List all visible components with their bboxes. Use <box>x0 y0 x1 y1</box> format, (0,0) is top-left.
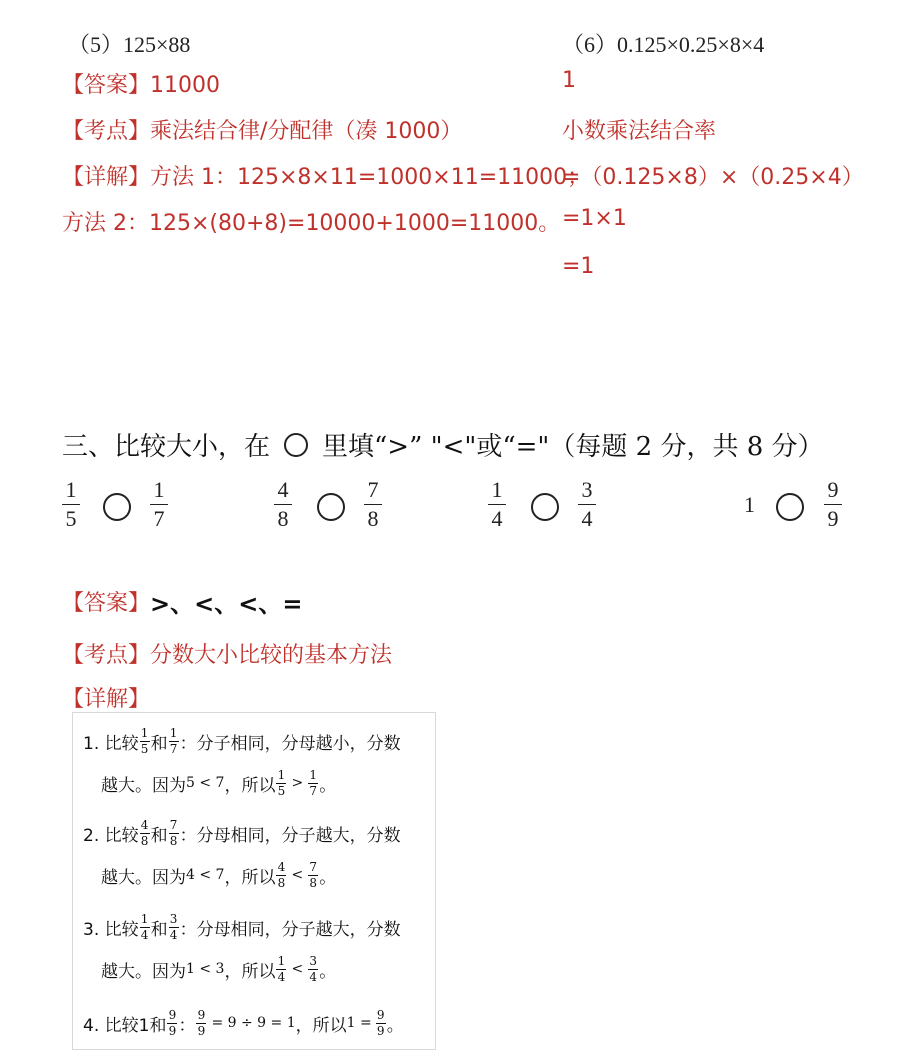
p6-question: （6）0.125×0.25×8×4 <box>562 32 765 57</box>
p5-answer <box>62 68 220 99</box>
item2-left-fraction: 4 8 <box>274 478 292 531</box>
blank-circle-icon <box>284 433 308 457</box>
item4-answer-circle[interactable] <box>776 493 804 521</box>
answer-value: >、<、<、= <box>150 590 303 618</box>
explain-3-line2: 越大。因为 1 < 3 ，所以 1 4 < 3 4 。 <box>101 953 337 984</box>
section3-answer <box>62 584 302 619</box>
section3-title-b: 里填“>” "<"或“="（每题 2 分，共 8 分） <box>322 432 824 462</box>
answer-tag: 【答案】 <box>62 590 151 615</box>
p6-step3: =1 <box>562 254 595 279</box>
explain-4-line1: 4. 比较1和 9 9 ： 9 9 = 9 ÷ 9 = 1 ，所以 1 = 9 9 。 <box>83 1007 404 1038</box>
explain-1-line2: 越大。因为 5 < 7 ，所以 1 5 > 1 7 。 <box>101 767 337 798</box>
explain-3-line1: 3. 比较 1 4 和 3 4 ：分母相同，分子越大，分数 <box>83 911 401 942</box>
detail-line1: 方法 1：125×8×11=1000×11=11000； <box>150 165 590 190</box>
p5-question: （5）125×88 <box>68 32 191 57</box>
item4-left-whole: 1 <box>744 492 755 517</box>
item2-answer-circle[interactable] <box>317 493 345 521</box>
point-tag: 【考点】 <box>62 119 151 144</box>
p6-answer: 1 <box>562 68 576 93</box>
item3-left-fraction: 1 4 <box>488 478 506 531</box>
section3-point <box>62 638 392 669</box>
explain-1-line1: 1. 比较 1 5 和 1 7 ：分子相同，分母越小，分数 <box>83 725 401 756</box>
detail-tag: 【详解】 <box>62 165 151 190</box>
p6-step2: =1×1 <box>562 206 627 231</box>
p5-detail1 <box>62 160 589 191</box>
explain-2-line1: 2. 比较 4 8 和 7 8 ：分母相同，分子越大，分数 <box>83 817 401 848</box>
fraction: 1 5 <box>140 725 149 756</box>
p5-point <box>62 114 462 145</box>
answer-value: 11000 <box>150 73 221 98</box>
point-value: 分数大小比较的基本方法 <box>150 642 393 667</box>
item2-right-fraction: 7 8 <box>364 478 382 531</box>
p5-detail2: 方法 2：125×(80+8)=10000+1000=11000。 <box>62 211 561 236</box>
item1-answer-circle[interactable] <box>103 493 131 521</box>
section3-title <box>62 426 824 463</box>
point-tag: 【考点】 <box>62 642 151 667</box>
item3-right-fraction: 3 4 <box>578 478 596 531</box>
item4-right-fraction: 9 9 <box>824 478 842 531</box>
item3-answer-circle[interactable] <box>531 493 559 521</box>
explain-2-line2: 越大。因为 4 < 7 ，所以 4 8 < 7 8 。 <box>101 859 337 890</box>
explanation-box <box>72 712 436 1050</box>
answer-tag: 【答案】 <box>62 73 151 98</box>
p6-point: 小数乘法结合率 <box>562 119 717 144</box>
fraction: 1 7 <box>169 725 178 756</box>
point-value: 乘法结合律/分配律（凑 1000） <box>150 119 463 144</box>
item1-right-fraction: 1 7 <box>150 478 168 531</box>
p6-step1: =（0.125×8）×（0.25×4） <box>562 165 864 190</box>
section3-detail-tag: 【详解】 <box>62 686 151 711</box>
item1-left-fraction: 1 5 <box>62 478 80 531</box>
section3-title-a: 三、比较大小，在 <box>62 432 271 462</box>
